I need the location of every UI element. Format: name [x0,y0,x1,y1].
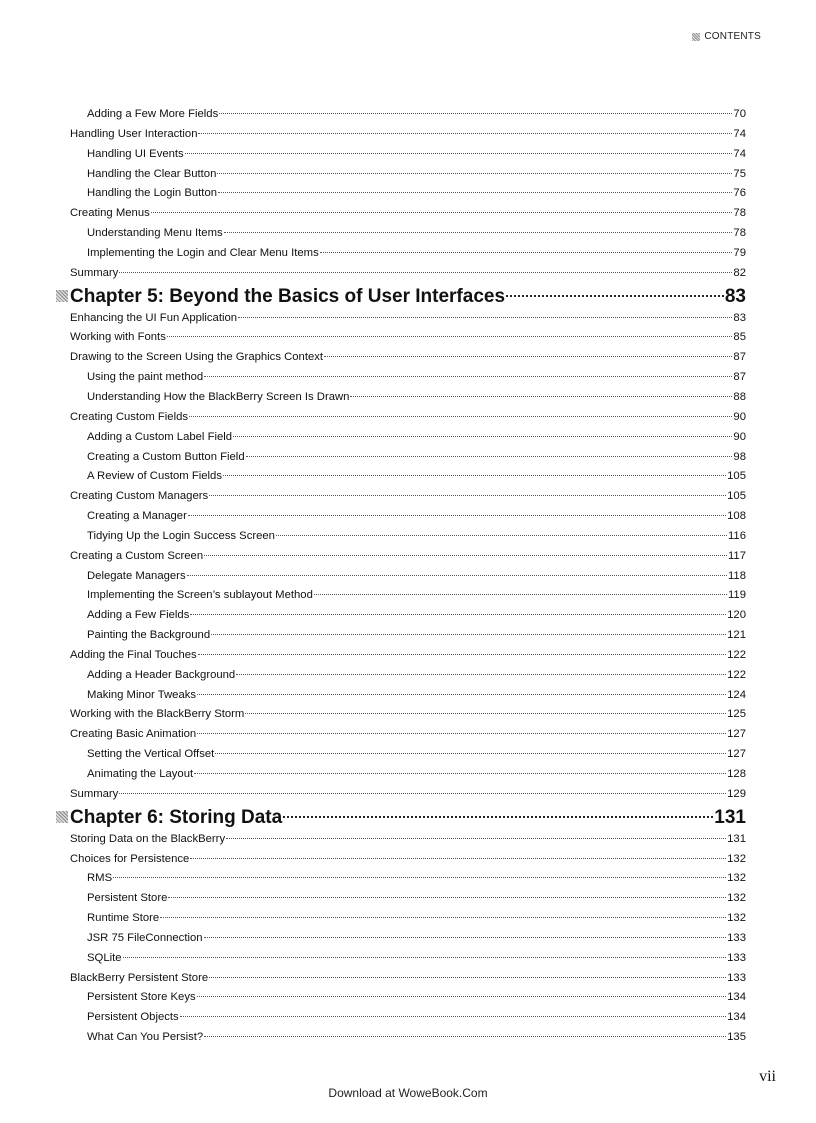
toc-entry-title: A Review of Custom Fields [87,470,222,483]
toc-entry-title: Creating Menus [70,207,150,220]
toc-entry-page: 90 [733,430,746,443]
header-label: CONTENTS [704,31,761,42]
toc-entry-title: Enhancing the UI Fun Application [70,311,238,324]
dot-leader [119,793,726,794]
toc-entry-title: Adding the Final Touches [70,648,197,661]
toc-entry [70,765,746,785]
toc-entry [70,830,746,850]
toc-entry [70,745,746,765]
toc-entry-title: Implementing the Screen’s sublayout Method [87,589,313,602]
toc-entry [70,547,746,567]
toc-entry [70,646,746,666]
dot-leader [217,173,732,174]
toc-entry-page: 133 [727,931,746,944]
toc-entry-title: Making Minor Tweaks [87,688,197,701]
dot-leader [190,858,726,859]
toc-entry [70,929,746,949]
toc-entry [70,949,746,969]
toc-entry-page: 122 [727,668,746,681]
toc-entry [70,988,746,1008]
toc-entry-title: Painting the Background [87,629,211,642]
toc-entry-page: 108 [727,510,746,523]
toc-entry-title: Persistent Objects [87,1011,179,1024]
dot-leader [219,113,732,114]
toc-entry [70,909,746,929]
toc-entry-title: Choices for Persistence [70,852,190,865]
toc-entry [70,869,746,889]
toc-entry-page: 128 [727,768,746,780]
dot-leader [283,816,713,818]
dot-leader [204,1036,726,1037]
dot-leader [197,996,727,997]
toc-entry-title: Persistent Store [87,892,168,905]
toc-entry-page: 85 [733,331,746,344]
toc-entry-page: 132 [727,892,746,905]
toc-entry [70,666,746,686]
toc-entry-page: 75 [733,167,746,180]
toc-entry [70,606,746,626]
table-of-contents [70,105,746,1048]
toc-entry-page: 98 [733,450,746,463]
toc-entry [70,105,746,125]
toc-entry-page: 119 [727,589,746,602]
toc-entry-page: 82 [733,266,746,279]
toc-entry-title: JSR 75 FileConnection [87,931,203,944]
toc-entry-page: 76 [733,187,746,200]
dot-leader [180,1016,726,1017]
toc-entry [70,348,746,368]
toc-entry [70,368,746,388]
toc-entry [70,448,746,468]
toc-entry-page: 122 [727,648,746,661]
toc-entry-title: Implementing the Login and Clear Menu Items [87,246,319,259]
toc-entry [70,165,746,185]
toc-entry-page: 132 [727,912,746,925]
toc-entry-title: Drawing to the Screen Using the Graphics Context [70,351,324,364]
dot-leader [204,555,727,556]
toc-entry-title: Setting the Vertical Offset [87,748,215,761]
dot-leader [215,753,726,754]
dot-leader [198,133,732,134]
toc-entry-title: Summary [70,787,119,800]
toc-entry [70,184,746,204]
dot-leader [276,535,727,536]
toc-entry [70,567,746,587]
toc-entry-page: 74 [733,127,746,140]
toc-entry-title: Animating the Layout [87,768,194,780]
dot-leader [123,957,727,958]
toc-entry-page: 134 [727,1011,746,1024]
toc-entry-title: Working with Fonts [70,331,166,344]
dot-leader [197,694,726,695]
dot-leader [160,917,726,918]
toc-entry [70,969,746,989]
dot-leader [218,192,732,193]
toc-entry-page: 121 [727,629,746,642]
toc-entry-page: 90 [733,410,746,423]
dot-leader [119,272,732,273]
dot-leader [246,456,733,457]
toc-entry-title: Using the paint method [87,371,204,384]
dot-leader [236,674,726,675]
toc-entry [70,408,746,428]
dot-leader [211,634,726,635]
toc-entry-page: 78 [733,227,746,240]
toc-entry-title: Delegate Managers [87,569,186,582]
toc-entry-title: BlackBerry Persistent Store [70,971,209,984]
toc-chapter-entry [56,805,746,830]
toc-entry-title: What Can You Persist? [87,1031,204,1044]
dot-leader [198,654,726,655]
toc-entry [70,527,746,547]
toc-entry-title: Chapter 5: Beyond the Basics of User Interfaces [70,285,506,307]
dot-leader [204,937,727,938]
toc-entry-title: RMS [87,872,113,885]
toc-entry-page: 129 [727,787,746,800]
toc-entry-page: 124 [727,688,746,701]
dot-leader [314,594,727,595]
dot-leader [167,336,733,337]
toc-entry-title: Creating a Manager [87,510,187,523]
toc-entry-title: Creating Basic Animation [70,728,197,741]
toc-chapter-entry [56,284,746,309]
toc-entry [70,850,746,870]
header-square-icon [692,33,700,41]
toc-entry-page: 87 [733,371,746,384]
toc-entry-page: 135 [727,1031,746,1044]
toc-entry-page: 83 [724,285,746,307]
dot-leader [190,614,726,615]
toc-entry-page: 133 [727,971,746,984]
toc-entry-page: 87 [733,351,746,364]
toc-entry [70,686,746,706]
toc-entry-title: Tidying Up the Login Success Screen [87,529,275,542]
dot-leader [224,232,733,233]
dot-leader [226,838,726,839]
toc-entry-page: 132 [727,872,746,885]
toc-entry-title: Creating Custom Managers [70,490,209,503]
toc-entry [70,1008,746,1028]
toc-entry-title: Creating Custom Fields [70,410,189,423]
toc-entry-page: 70 [733,108,746,120]
toc-entry-page: 118 [727,569,746,582]
toc-entry-title: Handling User Interaction [70,127,198,140]
page-number: vii [759,1068,776,1085]
toc-entry [70,145,746,165]
toc-entry [70,388,746,408]
toc-entry-page: 116 [727,529,746,542]
toc-entry-page: 127 [727,748,746,761]
toc-entry-title: Runtime Store [87,912,160,925]
toc-entry-page: 105 [727,490,746,503]
toc-entry-title: Understanding Menu Items [87,227,223,240]
toc-entry [70,224,746,244]
dot-leader [233,436,732,437]
dot-leader [187,575,727,576]
dot-leader [350,396,732,397]
dot-leader [320,252,733,253]
toc-entry-title: Summary [70,266,119,279]
dot-leader [197,733,726,734]
toc-entry-page: 127 [727,728,746,741]
toc-entry [70,125,746,145]
toc-entry-page: 83 [733,311,746,324]
dot-leader [245,713,726,714]
dot-leader [238,317,732,318]
toc-entry-title: Chapter 6: Storing Data [70,806,283,828]
toc-entry-title: Persistent Store Keys [87,991,196,1004]
toc-entry-page: 79 [733,246,746,259]
dot-leader [113,877,726,878]
dot-leader [209,977,726,978]
dot-leader [209,495,726,496]
dot-leader [189,416,732,417]
toc-entry-page: 132 [727,852,746,865]
toc-entry [70,626,746,646]
toc-entry [70,725,746,745]
dot-leader [185,153,733,154]
toc-entry [70,467,746,487]
chapter-square-icon [56,811,68,823]
toc-entry-title: Adding a Few Fields [87,609,190,622]
toc-entry [70,428,746,448]
toc-entry-title: Creating a Custom Screen [70,549,204,562]
dot-leader [204,376,732,377]
toc-entry [70,889,746,909]
toc-entry [70,586,746,606]
toc-entry-page: 78 [733,207,746,220]
dot-leader [506,295,724,297]
toc-entry-title: Creating a Custom Button Field [87,450,245,463]
toc-entry-page: 131 [727,832,746,845]
toc-entry-page: 74 [733,147,746,160]
toc-entry-title: Adding a Custom Label Field [87,430,233,443]
dot-leader [194,773,726,774]
toc-entry-title: Handling UI Events [87,147,184,160]
dot-leader [324,356,732,357]
toc-entry-title: Adding a Header Background [87,668,236,681]
toc-entry-title: Handling the Clear Button [87,167,217,180]
toc-entry-title: Handling the Login Button [87,187,218,200]
toc-entry [70,264,746,284]
toc-entry-title: SQLite [87,951,122,964]
toc-entry [70,309,746,329]
toc-entry-page: 133 [727,951,746,964]
toc-entry [70,487,746,507]
toc-entry [70,507,746,527]
toc-entry [70,204,746,224]
running-header [692,31,761,42]
toc-entry-page: 134 [727,991,746,1004]
toc-entry-title: Storing Data on the BlackBerry [70,832,226,845]
chapter-square-icon [56,290,68,302]
dot-leader [151,212,733,213]
toc-entry [70,785,746,805]
dot-leader [168,897,726,898]
toc-entry [70,328,746,348]
footer-text: Download at WoweBook.Com [328,1086,488,1100]
toc-entry [70,705,746,725]
dot-leader [188,515,726,516]
dot-leader [223,475,726,476]
toc-entry-title: Adding a Few More Fields [87,108,219,120]
toc-entry [70,244,746,264]
toc-entry-page: 117 [727,549,746,562]
toc-entry [70,1028,746,1048]
toc-entry-title: Working with the BlackBerry Storm [70,708,245,721]
toc-entry-page: 131 [714,806,746,828]
toc-entry-page: 105 [727,470,746,483]
toc-entry-title: Understanding How the BlackBerry Screen Is Drawn [87,390,350,403]
toc-entry-page: 88 [733,390,746,403]
toc-entry-page: 125 [727,708,746,721]
toc-entry-page: 120 [727,609,746,622]
